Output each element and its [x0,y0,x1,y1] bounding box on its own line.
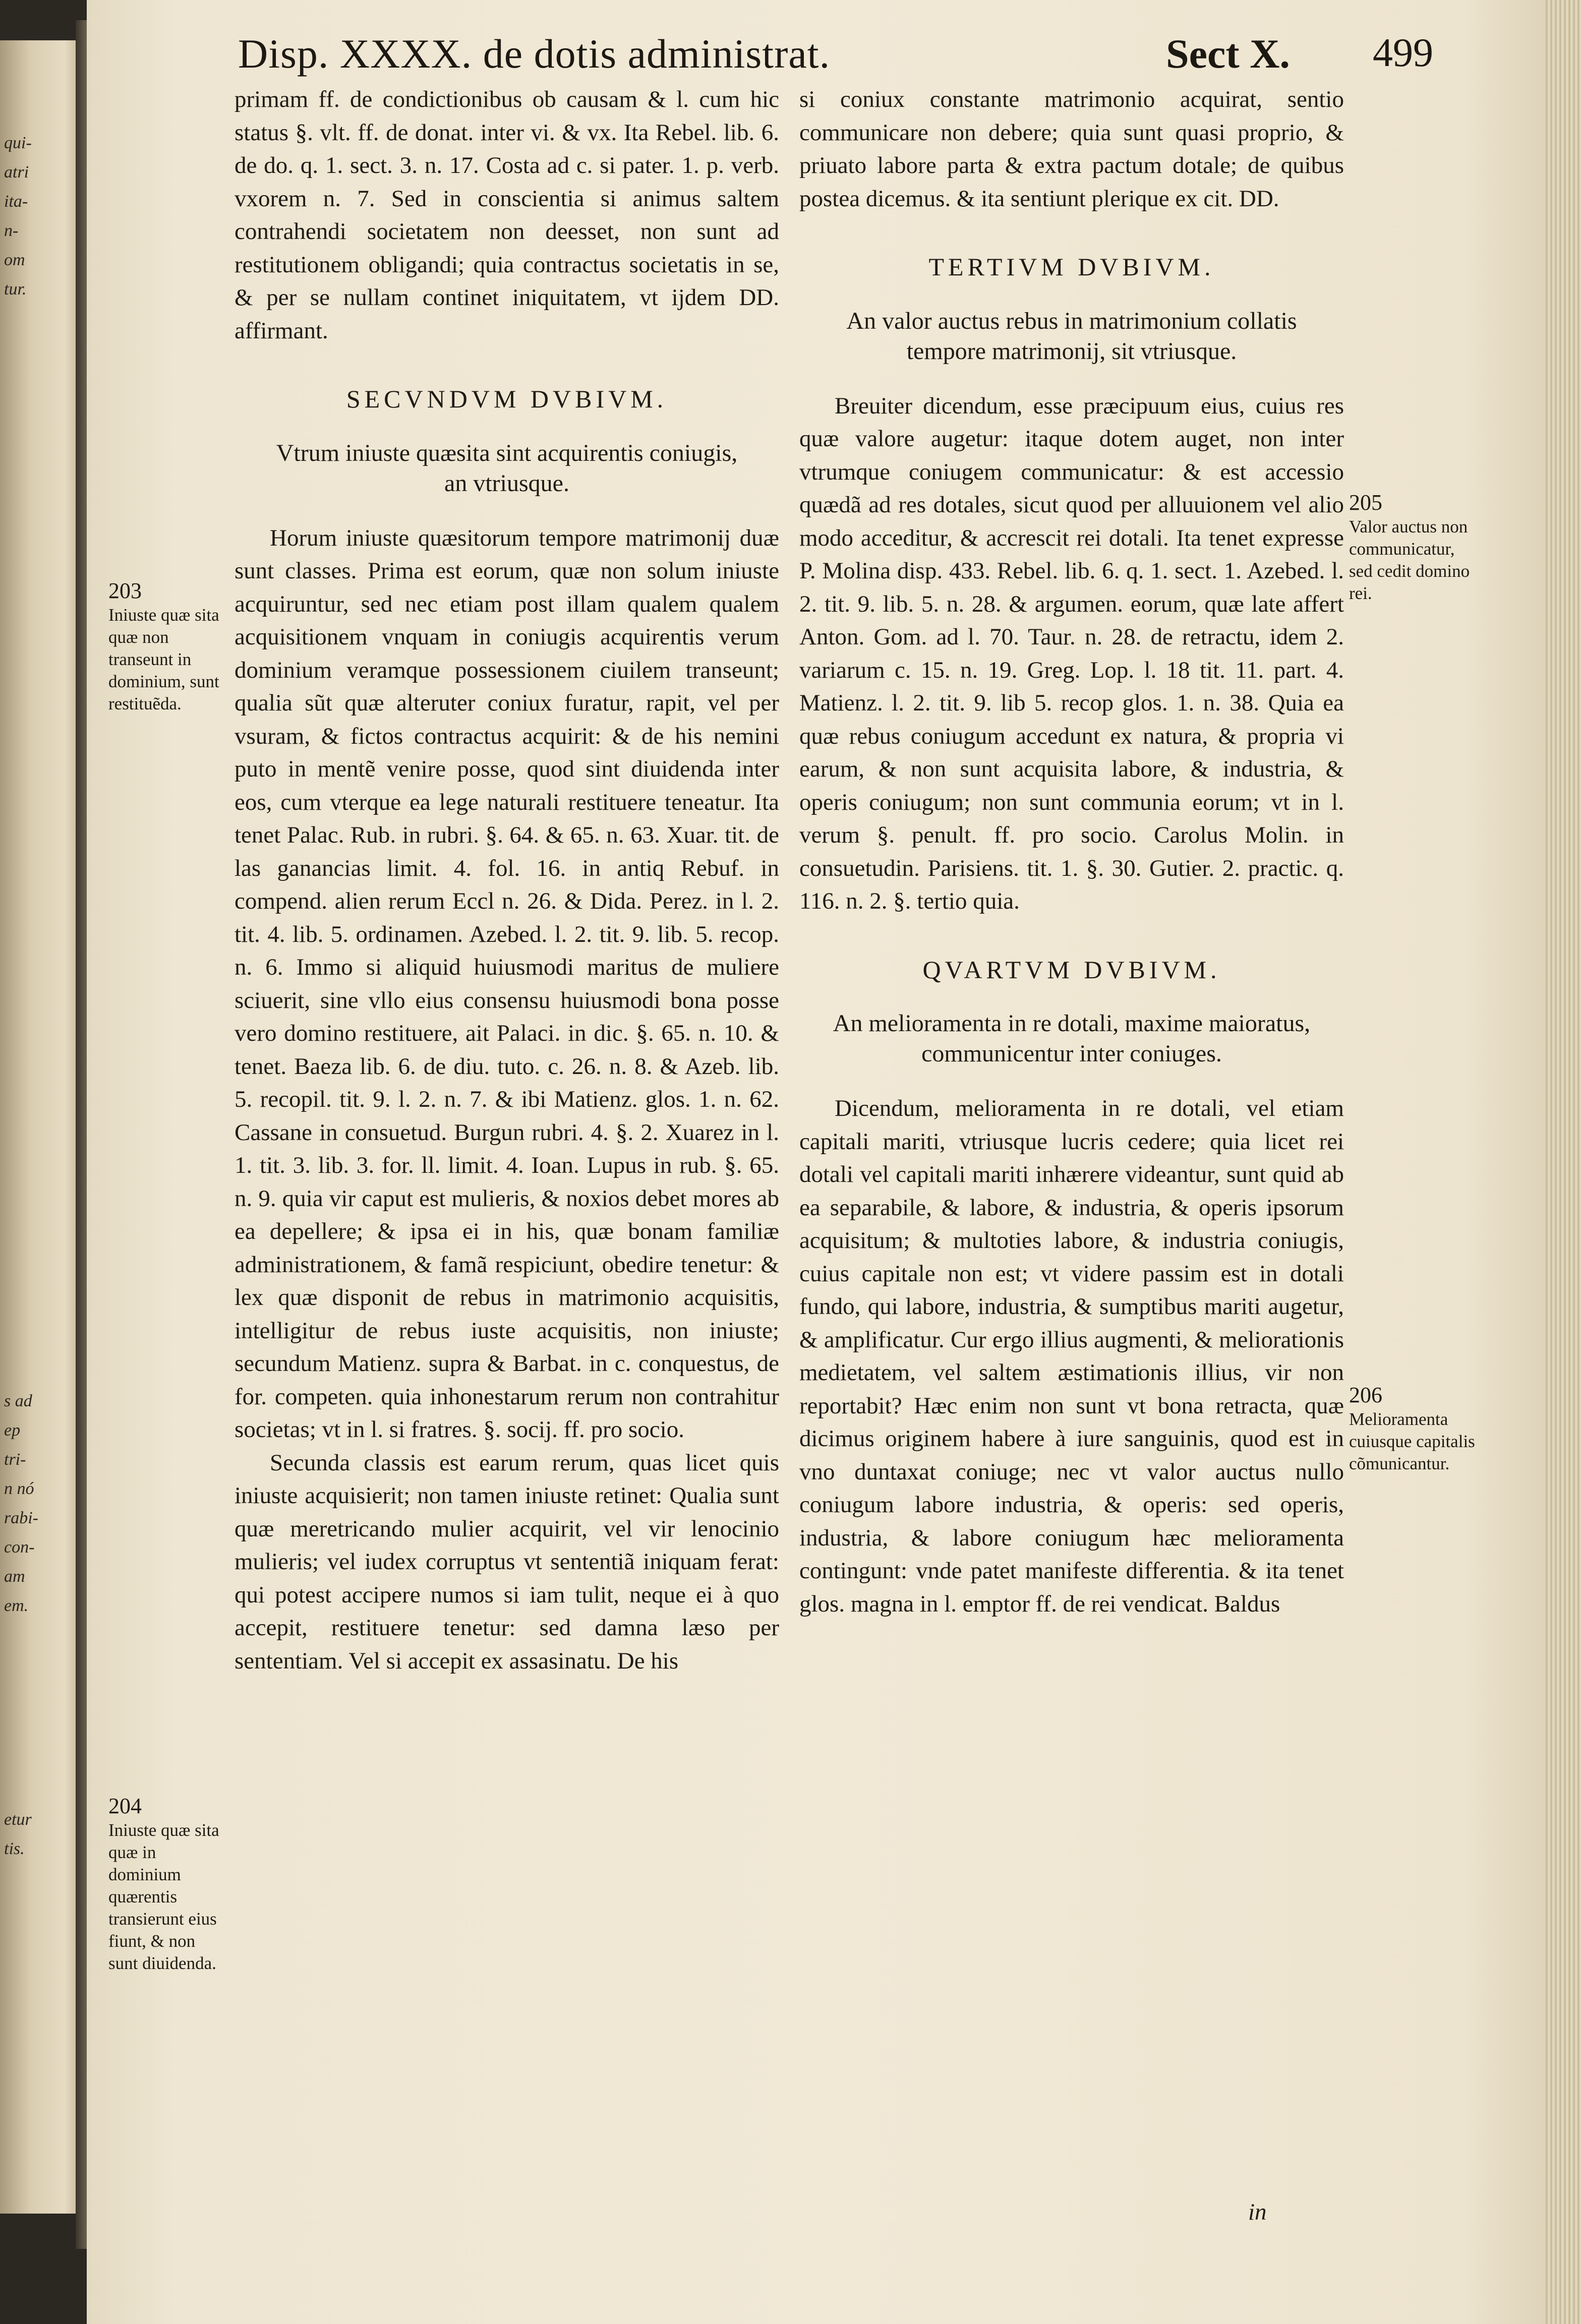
question-title: An valor auctus rebus in matrimonium collatis tempore matrimonij, sit vtriusque. [846,307,1297,365]
margin-note-number: 206 [1349,1383,1382,1407]
paragraph: Horum iniuste quæsitorum tempore matrimonij duæ sunt classes. Prima est eorum, quæ non solum iniuste acquiruntur, sed nec etiam post illam qualem qualem acquisitionem vnquam in coniugis acquirentis verum dominium veramque possessionem ciuilem transeunt; qualia sũt quæ alteruter coniux furatur, rapit, vel per vsuram, & fictos contractus acquirit: & de his nemini puto in mentẽ venire posse, quod sint diuidenda inter eos, cum vterque ea lege naturali restituere teneatur. Ita tenet Palac. Rub. in rubri. §. 64. & 65. n. 63. Xuar. tit. de las ganancias limit. 4. fol. 16. in antiq Rebuf. in compend. alien rerum Eccl n. 26. & Dida. Perez. in l. 2. tit. 4. lib. 5. ordinamen. Azebed. l. 2. tit. 9. lib. 5. recop. n. 6. Immo si aliquid huiusmodi maritus de muliere sciuerit, sine vllo eius consensu huiusmodi bona posse vero domino restituere, ait Palaci. in dic. §. 65. n. 10. & tenet. Baeza lib. 6. de diu. tuto. c. 26. n. 8. & Azeb. lib. 5. recopil. tit. 9. l. 2. n. 7. & ibi Matienz. glos. 1. n. 62. Cassane in consuetud. Burgun rubri. 4. §. 2. Xuarez in l. 1. tit. 3. lib. 3. for. ll. limit. 4. Ioan. Lupus in rub. §. 65. n. 9. quia vir caput est mulieris, & noxios debet mores ab ea depellere; & ipsa ei in his, quæ bonam familiæ administrationem, & famã respiciunt, obedire tenetur: & lex quæ disponit de rebus in matrimonio acquisitis, intelligitur de rebus iuste acquisitis, non iniuste; secundum Matienz. supra & Barbat. in c. conquestus, de for. competen. quia inhonestarum rerum non contrahitur societas; vt in l. si fratres. §. socij. ff. pro socio. [235,524,779,1443]
question-title: An melioramenta in re dotali, maxime maioratus, communicentur inter coniuges. [833,1010,1311,1067]
margin-note-204 [108,1795,227,1975]
right-column [799,83,1344,1621]
previous-page-fragment: qui- atri ita- n- om tur. [4,134,32,299]
section-label: Sect X. [1166,31,1290,77]
paragraph: Dicendum, melioramenta in re dotali, vel etiam capitali mariti, vtriusque lucris cedere; quia licet rei dotali vel capitali mariti inhærere videantur, sunt quid ab ea separabile, & labore, & industria, & operis ipsorum acquisitum; & multoties labore, & industria coniugis, cuius capitale non est; vt videre passim est in dotali fundo, qui labore, industria, & sumptibus mariti augetur, & amplificatur. Cur ergo illius augmenti, & meliorationis medietatem, vel saltem æstimationis illius, vir non reportabit? Hæc enim non sunt vt bona retracta, quæ dicimus originem habere à iure sanguinis, quod est in vno duntaxat coniuge; nec vt valor auctus nullo coniugum labore industria, & operis: sed operis, industria, & labore coniugum hæc melioramenta contingunt: vnde patet manifeste differentia. & ita tenet glos. magna in l. emptor ff. de rei vendicat. Baldus [799,1095,1344,1617]
margin-note-text: Melioramenta cuiusque capitalis cõmunicantur. [1349,1409,1475,1473]
paragraph: Secunda classis est earum rerum, quas licet quis iniuste acquisierit; non tamen iniuste retinet: Qualia sunt quæ meretricando mulier acquirit, vel vir lenocinio mulieris; vel iudex corruptus vt sententiã iniquam ferat: qui potest accipere numos si iam tulit, neque ei à quo accepit, restituere tenetur: sed damna læso per sententiam. Vel si accepit ex assasinatu. De his [235,1449,779,1674]
page-edge [1546,0,1581,2324]
margin-note-203 [108,580,227,715]
margin-note-text: Iniuste quæ sita quæ non transeunt in dominium, sunt restituẽda. [108,605,219,713]
running-title: Disp. XXXX. de dotis administrat. [238,31,831,77]
previous-page-edge [0,40,76,2214]
previous-page-fragment: etur tis. [4,1810,32,1858]
margin-note-text: Valor auctus non communicatur, sed cedit domino rei. [1349,517,1470,603]
paragraph: si coniux constante matrimonio acquirat, sentio communicare non debere; quia sunt quasi proprio, & priuato labore parta & extra pactum dotale; de quibus postea dicemus. & ita sentiunt plerique ex cit. DD. [799,86,1344,212]
paragraph: Breuiter dicendum, esse præcipuum eius, cuius res quæ valore augetur: itaque dotem auget, non inter vtrumque coniugem communicatur: & est accessio quædã ad res dotales, sicut quod per alluuionem vel alio modo acceditur, & accrescit rei dotali. Ita tenet expresse P. Molina disp. 433. Rebel. lib. 6. q. 1. sect. 1. Azebed. l. 2. tit. 9. lib. 5. n. 28. & argumen. eorum, quæ late affert Anton. Gom. ad l. 70. Taur. n. 28. de retractu, idem 2. variarum c. 15. n. 19. Greg. Lop. l. 18 tit. 11. part. 4. Matienz. l. 2. tit. 9. lib 5. recop glos. 1. n. 38. Quia ea quæ rebus coniugum accedunt ex natura, & propria vi earum, & non sunt acquisita labore, & industria, & operis coniugum; non sunt communia eorum; vt in l. verum §. penult. ff. pro socio. Carolus Molin. in consuetudin. Parisiens. tit. 1. §. 30. Gutier. 2. practic. q. 116. n. 2. §. tertio quia. [799,392,1344,914]
catchword: in [1248,2199,1267,2225]
page-header [238,30,1438,86]
margin-note-number: 204 [108,1794,142,1818]
section-heading: QVARTVM DVBIVM. [922,955,1221,984]
section-heading: TERTIVM DVBIVM. [928,253,1215,281]
question-title: Vtrum iniuste quæsita sint acquirentis coniugis, an vtriusque. [276,439,738,497]
margin-note-206 [1349,1384,1475,1475]
left-column [235,83,779,1678]
margin-note-number: 203 [108,578,142,603]
margin-note-number: 205 [1349,490,1382,515]
margin-note-text: Iniuste quæ sita quæ in dominium quærentis transierunt eius fiunt, & non sunt diuidenda. [108,1820,219,1973]
margin-note-205 [1349,492,1475,605]
section-heading: SECVNDVM DVBIVM. [346,385,668,413]
page-number: 499 [1373,31,1433,75]
paragraph: primam ff. de condictionibus ob causam & l. cum hic status §. vlt. ff. de donat. inter vi. & vx. Ita Rebel. lib. 6. de do. q. 1. sect. 3. n. 17. Costa ad c. si pater. 1. p. verb. vxorem n. 7. Sed in conscientia si animus saltem contrahendi societatem non deesset, non sunt ad restitutionem obligandi; quia contractus societatis in se, & per se nullam continet iniquitatem, vt ijdem DD. affirmant. [235,86,779,344]
previous-page-fragment: s ad ep tri- n nó rabi- con- am em. [4,1392,38,1615]
